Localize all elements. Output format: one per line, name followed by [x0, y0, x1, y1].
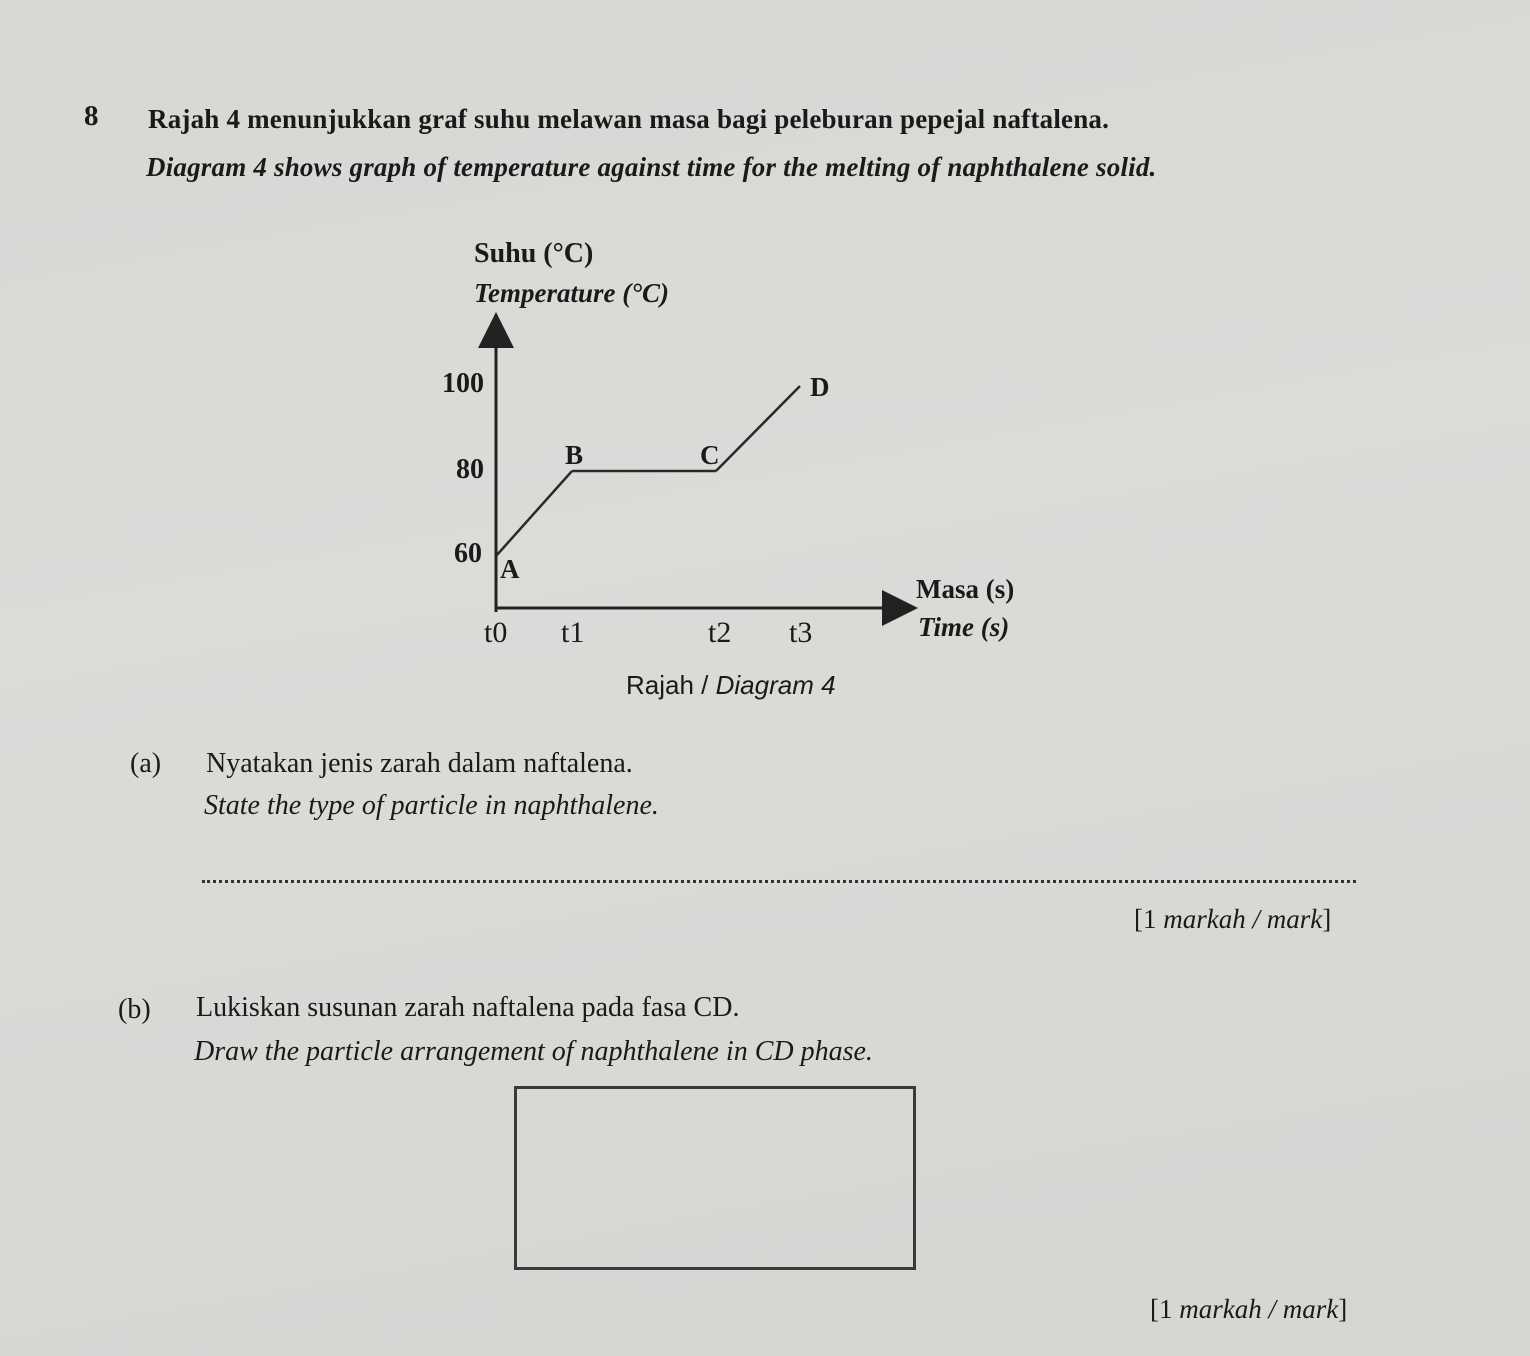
- part-a-mark-text: markah / mark: [1163, 904, 1323, 934]
- curve-segment-ab: [496, 471, 572, 556]
- part-b-mark-text: markah / mark: [1179, 1294, 1339, 1324]
- part-b-text-malay: Lukiskan susunan zarah naftalena pada fasa CD.: [196, 992, 740, 1023]
- question-text-english: Diagram 4 shows graph of temperature against time for the melting of naphthalene solid.: [146, 152, 1157, 182]
- part-b-label: (b): [118, 994, 151, 1025]
- point-label-a: A: [500, 554, 520, 584]
- x-tick-t3: t3: [789, 616, 813, 649]
- y-axis-label-english: Temperature (°C): [474, 278, 670, 308]
- question-text-malay: Rajah 4 menunjukkan graf suhu melawan masa bagi peleburan pepejal naftalena.: [148, 104, 1110, 134]
- part-a-answer-line[interactable]: [202, 880, 1356, 883]
- x-axis-label-malay: Masa (s): [916, 574, 1015, 604]
- part-b-text-english: Draw the particle arrangement of naphthalene in CD phase.: [194, 1036, 873, 1067]
- part-b-mark: [1150, 1294, 1347, 1325]
- caption-malay: Rajah /: [626, 670, 716, 700]
- part-a-text-malay: Nyatakan jenis zarah dalam naftalena.: [206, 748, 633, 779]
- part-a-mark-close: ]: [1322, 904, 1332, 934]
- y-tick-100: 100: [442, 368, 484, 399]
- x-tick-t0: t0: [484, 616, 508, 649]
- drawing-answer-box[interactable]: [514, 1086, 916, 1270]
- curve-layer: [496, 386, 800, 556]
- part-b-mark-close: ]: [1338, 1294, 1348, 1324]
- caption-english: Diagram 4: [715, 670, 836, 700]
- part-a-mark: [1134, 904, 1331, 935]
- diagram-caption: [626, 670, 836, 701]
- part-a-text-english: State the type of particle in naphthalene.: [204, 790, 659, 821]
- point-label-c: C: [700, 440, 720, 470]
- point-label-d: D: [810, 372, 830, 402]
- point-label-b: B: [565, 440, 584, 470]
- y-tick-80: 80: [456, 454, 484, 485]
- part-a-mark-open: [1: [1134, 904, 1164, 934]
- x-tick-t1: t1: [561, 616, 585, 649]
- x-axis-label-english: Time (s): [918, 612, 1010, 642]
- part-b-mark-open: [1: [1150, 1294, 1180, 1324]
- x-tick-t2: t2: [708, 616, 732, 649]
- part-a-label: (a): [130, 748, 162, 779]
- question-number: 8: [84, 100, 99, 132]
- y-tick-60: 60: [454, 538, 482, 569]
- y-axis-label-malay: Suhu (°C): [474, 238, 594, 269]
- curve-segment-cd: [716, 386, 800, 471]
